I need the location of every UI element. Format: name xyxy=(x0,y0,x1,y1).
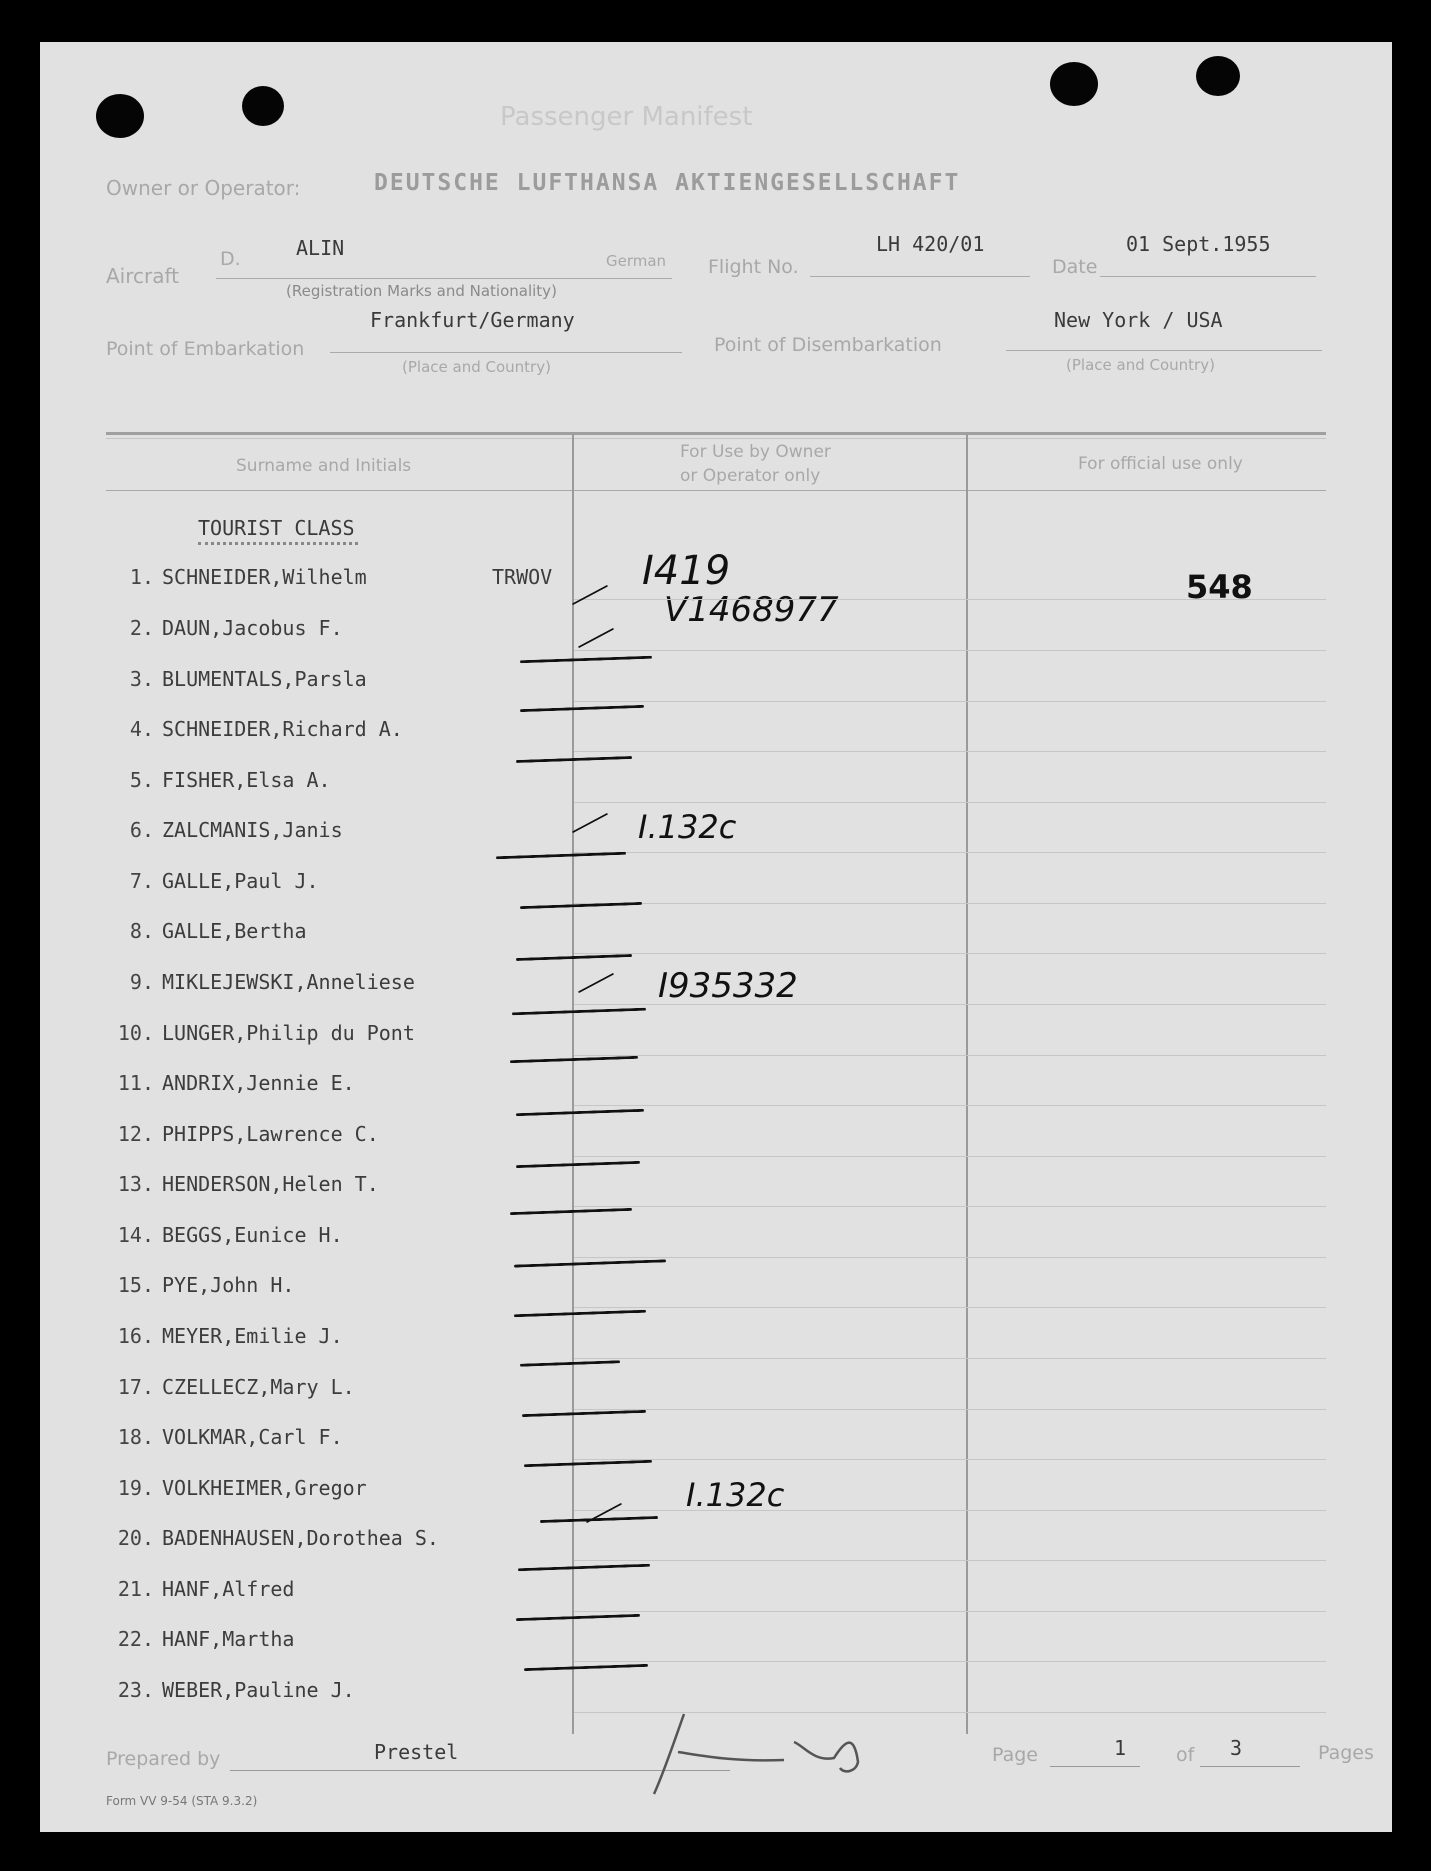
check-tick xyxy=(578,973,614,994)
row-number: 7. xyxy=(129,869,154,893)
passenger-name: ANDRIX,Jennie E. xyxy=(162,1071,355,1095)
handwritten-dash xyxy=(512,1008,646,1016)
row-rule xyxy=(574,1206,1326,1207)
row-number: 16. xyxy=(117,1324,154,1348)
aircraft-label: Aircraft xyxy=(106,264,180,288)
owner-label: Owner or Operator: xyxy=(106,176,301,200)
form-code: Form VV 9-54 (STA 9.3.2) xyxy=(106,1794,258,1808)
column-divider-2 xyxy=(966,434,968,1734)
table-top-rule-2 xyxy=(106,438,1326,439)
passenger-name: FISHER,Elsa A. xyxy=(162,768,331,792)
row-rule xyxy=(574,1661,1326,1662)
handwritten-dash xyxy=(516,954,632,961)
row-rule xyxy=(574,1358,1326,1359)
passenger-name: CZELLECZ,Mary L. xyxy=(162,1375,355,1399)
row-number: 23. xyxy=(117,1678,154,1702)
row-rule xyxy=(574,1307,1326,1308)
row-number: 10. xyxy=(117,1021,154,1045)
aircraft-reg: ALIN xyxy=(296,236,345,260)
date-label: Date xyxy=(1052,256,1098,278)
row-number: 11. xyxy=(117,1071,154,1095)
passenger-name: MIKLEJEWSKI,Anneliese xyxy=(162,970,415,994)
passenger-name: GALLE,Paul J. xyxy=(162,869,319,893)
page-total: 3 xyxy=(1230,1736,1243,1760)
annotation-i132c-2: I.132c xyxy=(686,1476,785,1514)
row-number: 14. xyxy=(117,1223,154,1247)
row-rule xyxy=(574,1156,1326,1157)
page-rule-2 xyxy=(1200,1766,1300,1767)
row-rule xyxy=(574,751,1326,752)
col-header-operator-2: or Operator only xyxy=(680,466,821,486)
row-rule xyxy=(574,903,1326,904)
row-number: 8. xyxy=(129,919,154,943)
date-value: 01 Sept.1955 xyxy=(1126,232,1271,256)
handwritten-dash xyxy=(520,1360,620,1366)
passenger-name: PHIPPS,Lawrence C. xyxy=(162,1122,379,1146)
row-number: 22. xyxy=(117,1627,154,1651)
handwritten-dash xyxy=(510,1208,632,1215)
col-header-operator-1: For Use by Owner xyxy=(680,442,831,462)
handwritten-dash xyxy=(520,705,644,712)
row-rule xyxy=(574,953,1326,954)
passenger-name: VOLKHEIMER,Gregor xyxy=(162,1476,367,1500)
punch-hole-left-1 xyxy=(96,94,144,138)
page-rule-1 xyxy=(1050,1766,1140,1767)
passenger-name: MEYER,Emilie J. xyxy=(162,1324,343,1348)
disembark-sub: (Place and Country) xyxy=(1066,356,1215,374)
section-underline xyxy=(198,542,358,545)
date-rule xyxy=(1100,276,1316,277)
row-number: 6. xyxy=(129,818,154,842)
page-number: 1 xyxy=(1114,1736,1127,1760)
disembark-value: New York / USA xyxy=(1054,308,1223,332)
row-rule xyxy=(574,852,1326,853)
passenger-name: BEGGS,Eunice H. xyxy=(162,1223,343,1247)
row-rule xyxy=(574,1712,1326,1713)
row-rule xyxy=(574,802,1326,803)
row-number: 20. xyxy=(117,1526,154,1550)
row-number: 17. xyxy=(117,1375,154,1399)
row-number: 13. xyxy=(117,1172,154,1196)
handwritten-dash xyxy=(524,1664,648,1671)
signature xyxy=(644,1702,884,1802)
passenger-name: DAUN,Jacobus F. xyxy=(162,616,343,640)
col-header-surname: Surname and Initials xyxy=(236,456,412,476)
passenger-name: BLUMENTALS,Parsla xyxy=(162,667,367,691)
embark-label: Point of Embarkation xyxy=(106,338,305,360)
handwritten-dash xyxy=(516,756,632,763)
passenger-name: HANF,Martha xyxy=(162,1627,295,1651)
row-rule xyxy=(574,650,1326,651)
passenger-name: PYE,John H. xyxy=(162,1273,295,1297)
punch-hole-left-2 xyxy=(242,86,284,126)
passenger-name: VOLKMAR,Carl F. xyxy=(162,1425,343,1449)
passenger-name: SCHNEIDER,Richard A. xyxy=(162,717,403,741)
passenger-code: TRWOV xyxy=(492,565,553,589)
handwritten-dash xyxy=(514,1310,646,1318)
row-rule xyxy=(574,1055,1326,1056)
check-tick xyxy=(578,628,614,649)
handwritten-dash xyxy=(516,1161,640,1168)
of-label: of xyxy=(1176,1744,1195,1766)
aircraft-rule xyxy=(216,278,672,279)
flight-label: Flight No. xyxy=(708,256,799,278)
passenger-name: GALLE,Bertha xyxy=(162,919,307,943)
row-rule xyxy=(574,1459,1326,1460)
annotation-v1468977: V1468977 xyxy=(664,590,839,630)
aircraft-prefix: D. xyxy=(220,248,241,270)
embark-rule xyxy=(330,352,682,353)
table-top-rule xyxy=(106,432,1326,435)
row-rule xyxy=(574,701,1326,702)
check-tick xyxy=(572,585,608,606)
row-rule xyxy=(574,1004,1326,1005)
flight-value: LH 420/01 xyxy=(876,232,985,256)
manifest-sheet xyxy=(40,42,1392,1832)
handwritten-dash xyxy=(496,852,626,860)
flight-rule xyxy=(810,276,1030,277)
row-rule xyxy=(574,599,1326,600)
handwritten-dash xyxy=(516,1109,644,1116)
passenger-name: LUNGER,Philip du Pont xyxy=(162,1021,415,1045)
row-number: 9. xyxy=(129,970,154,994)
pages-label: Pages xyxy=(1318,1742,1374,1764)
disembark-label: Point of Disembarkation xyxy=(714,334,942,356)
owner-value: DEUTSCHE LUFTHANSA AKTIENGESELLSCHAFT xyxy=(374,170,961,196)
page-label: Page xyxy=(992,1744,1038,1766)
handwritten-dash xyxy=(516,1614,640,1621)
passenger-name: WEBER,Pauline J. xyxy=(162,1678,355,1702)
disembark-rule xyxy=(1006,350,1322,351)
column-divider-1 xyxy=(572,434,574,1734)
annotation-i132c-1: I.132c xyxy=(638,808,737,846)
handwritten-dash xyxy=(522,1410,646,1417)
official-number: 548 xyxy=(1186,568,1253,606)
faded-title: Passenger Manifest xyxy=(500,102,753,132)
row-number: 15. xyxy=(117,1273,154,1297)
embark-sub: (Place and Country) xyxy=(402,358,551,376)
row-number: 2. xyxy=(129,616,154,640)
check-tick xyxy=(572,813,608,834)
table-header-rule xyxy=(106,490,1326,491)
prepared-label: Prepared by xyxy=(106,1748,221,1770)
row-rule xyxy=(574,1257,1326,1258)
row-rule xyxy=(574,1510,1326,1511)
aircraft-nationality: German xyxy=(606,252,667,270)
row-number: 3. xyxy=(129,667,154,691)
row-number: 21. xyxy=(117,1577,154,1601)
row-number: 19. xyxy=(117,1476,154,1500)
passenger-name: HENDERSON,Helen T. xyxy=(162,1172,379,1196)
row-number: 5. xyxy=(129,768,154,792)
handwritten-dash xyxy=(518,1564,650,1572)
aircraft-sub: (Registration Marks and Nationality) xyxy=(286,282,557,300)
punch-hole-right-1 xyxy=(1050,62,1098,106)
punch-hole-right-2 xyxy=(1196,56,1240,96)
section-title: TOURIST CLASS xyxy=(198,516,355,540)
handwritten-dash xyxy=(520,656,652,664)
handwritten-dash xyxy=(524,1460,652,1467)
annotation-i935332: I935332 xyxy=(658,966,798,1006)
passenger-name: SCHNEIDER,Wilhelm xyxy=(162,565,367,589)
row-number: 1. xyxy=(129,565,154,589)
prepared-value: Prestel xyxy=(374,1740,459,1764)
row-rule xyxy=(574,1560,1326,1561)
handwritten-dash xyxy=(514,1259,666,1267)
row-number: 18. xyxy=(117,1425,154,1449)
passenger-name: HANF,Alfred xyxy=(162,1577,295,1601)
passenger-name: ZALCMANIS,Janis xyxy=(162,818,343,842)
row-number: 4. xyxy=(129,717,154,741)
row-rule xyxy=(574,1409,1326,1410)
row-rule xyxy=(574,1105,1326,1106)
annotation-i419: I419 xyxy=(642,548,731,594)
handwritten-dash xyxy=(510,1056,638,1063)
handwritten-dash xyxy=(540,1516,658,1523)
col-header-official: For official use only xyxy=(1078,454,1243,474)
row-number: 12. xyxy=(117,1122,154,1146)
row-rule xyxy=(574,1611,1326,1612)
embark-value: Frankfurt/Germany xyxy=(370,308,575,332)
passenger-name: BADENHAUSEN,Dorothea S. xyxy=(162,1526,439,1550)
